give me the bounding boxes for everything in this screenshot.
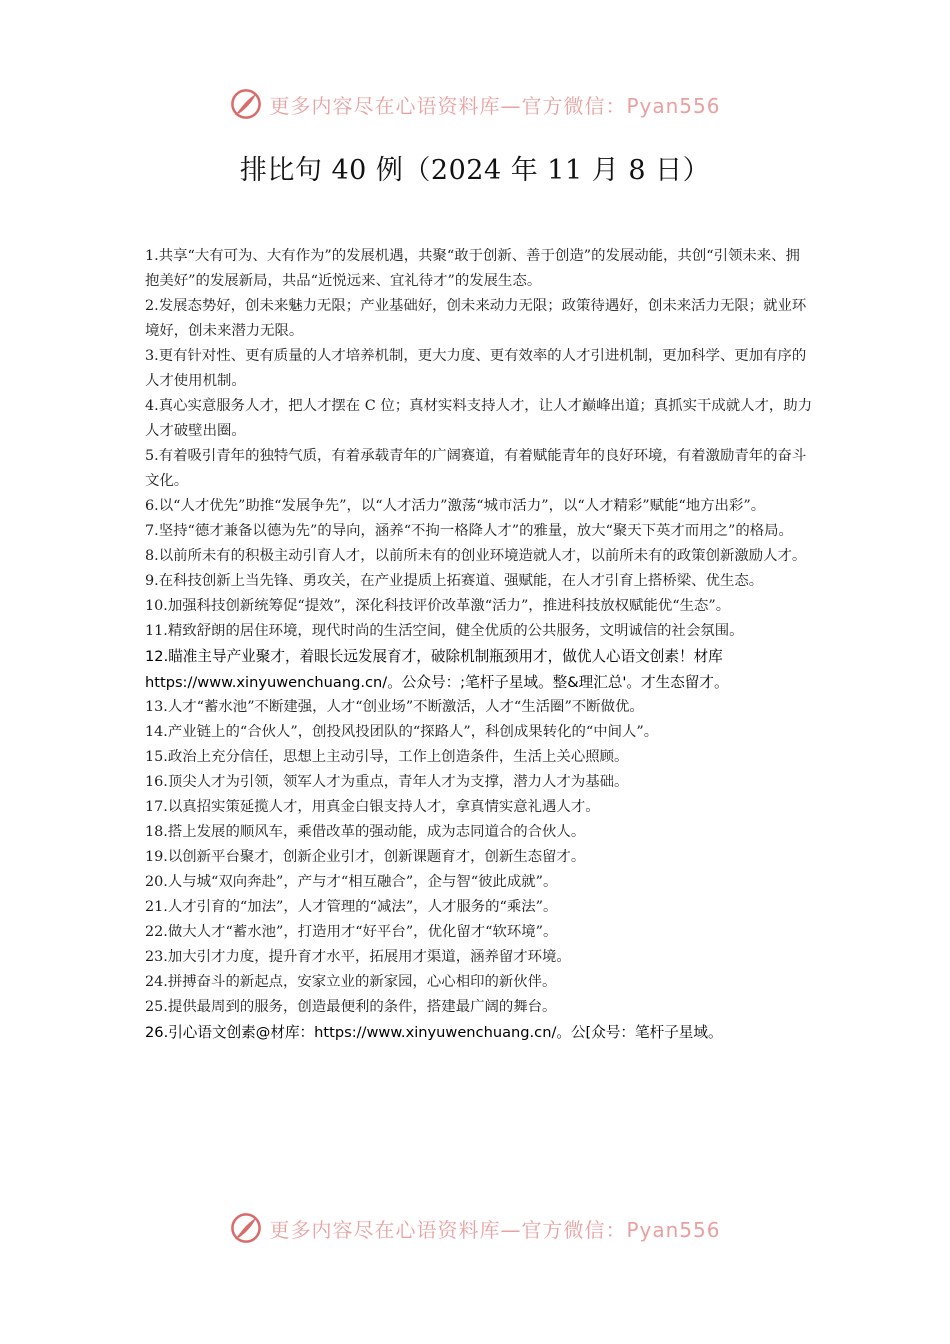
- header-banner: [0, 82, 950, 126]
- paragraph-8: 8.以前所未有的积极主动引育人才，以前所未有的创业环境造就人才，以前所未有的政策创新激励人才。: [145, 548, 807, 564]
- paragraph-5: 5.有着吸引青年的独特气质，有着承载青年的广阔赛道，有着赋能青年的良好环境，有着激励青年的奋斗文化。: [145, 448, 807, 489]
- paragraph-10: 10.加强科技创新统筹促“提效”，深化科技评价改革激“活力”，推进科技放权赋能优“生态”。: [145, 598, 731, 614]
- paragraph-22: 22.做大人才“蓄水池”，打造用才“好平台”，优化留才“软环境”。: [145, 924, 558, 940]
- paragraph-25: 25.提供最周到的服务，创造最便利的条件，搭建最广阔的舞台。: [145, 999, 557, 1015]
- footer-banner: [0, 1206, 950, 1250]
- paragraph-21: 21.人才引育的“加法”，人才管理的“减法”，人才服务的“乘法”。: [145, 899, 558, 915]
- paragraph-17: 17.以真招实策延揽人才，用真金白银支持人才，拿真情实意礼遇人才。: [145, 799, 600, 815]
- banner-text: 更多内容尽在心语资料库—官方微信：Pyan556: [269, 93, 721, 118]
- paragraph-11: 11.精致舒朗的居住环境，现代时尚的生活空间，健全优质的公共服务，文明诚信的社会氛围。: [145, 623, 744, 639]
- quill-pen-logo-icon: [229, 1211, 263, 1245]
- paragraph-16: 16.顶尖人才为引领，领军人才为重点，青年人才为支撑，潜力人才为基础。: [145, 774, 629, 790]
- paragraph-26: 26.引心语文创素@材库：https://www.xinyuwenchuang.cn/。公[众号：笔杆子星域。: [145, 1024, 723, 1041]
- paragraph-9: 9.在科技创新上当先锋、勇攻关，在产业提质上拓赛道、强赋能，在人才引育上搭桥梁、优生态。: [145, 573, 764, 589]
- paragraph-18: 18.搭上发展的顺风车，乘借改革的强动能，成为志同道合的合伙人。: [145, 824, 586, 840]
- document-body: [145, 244, 813, 1046]
- paragraph-19: 19.以创新平台聚才，创新企业引才，创新课题育才，创新生态留才。: [145, 849, 586, 865]
- paragraph-7: 7.坚持“德才兼备以德为先”的导向，涵养“不拘一格降人才”的雅量，放大“聚天下英才而用之”的格局。: [145, 523, 793, 539]
- quill-pen-logo-icon: [229, 87, 263, 121]
- paragraph-3: 3.更有针对性、更有质量的人才培养机制，更大力度、更有效率的人才引进机制，更加科学、更加有序的人才使用机制。: [145, 348, 807, 389]
- paragraph-20: 20.人与城“双向奔赴”，产与才“相互融合”，企与智“彼此成就”。: [145, 874, 558, 890]
- paragraph-13: 13.人才“蓄水池”不断建强，人才“创业场”不断激活，人才“生活圈”不断做优。: [145, 699, 644, 715]
- paragraph-14: 14.产业链上的“合伙人”，创投风投团队的“探路人”，科创成果转化的“中间人”。: [145, 724, 659, 740]
- paragraph-12-line-1: 12.瞄准主导产业聚才，着眼长远发展育才，破除机制瓶颈用才，做优人心语文创素！材库: [145, 648, 723, 665]
- paragraph-1: 1.共享“大有可为、大有作为”的发展机遇，共聚“敢于创新、善于创造”的发展动能，共创“引领未来、拥抱美好”的发展新局，共品“近悦远来、宜礼待才”的发展生态。: [145, 248, 800, 289]
- paragraph-4: 4.真心实意服务人才，把人才摆在 C 位；真材实料支持人才，让人才巅峰出道；真抓实干成就人才，助力人才破壁出圈。: [145, 398, 813, 439]
- banner-text: 更多内容尽在心语资料库—官方微信：Pyan556: [269, 1217, 721, 1242]
- paragraph-24: 24.拼搏奋斗的新起点，安家立业的新家园，心心相印的新伙伴。: [145, 974, 557, 990]
- paragraph-23: 23.加大引才力度，提升育才水平，拓展用才渠道，涵养留才环境。: [145, 949, 571, 965]
- paragraph-12-line-2: https://www.xinyuwenchuang.cn/。公众号：;笔杆子星域。整&理汇总'。才生态留才。: [145, 673, 729, 691]
- document-title: 排比句 40 例（2024 年 11 月 8 日）: [239, 155, 711, 186]
- paragraph-2: 2.发展态势好，创未来魅力无限；产业基础好，创未来动力无限；政策待遇好，创未来活力无限；就业环境好，创未来潜力无限。: [145, 298, 807, 339]
- paragraph-6: 6.以“人才优先”助推“发展争先”，以“人才活力”激荡“城市活力”，以“人才精彩”赋能“地方出彩”。: [145, 498, 766, 514]
- paragraph-15: 15.政治上充分信任，思想上主动引导，工作上创造条件，生活上关心照顾。: [145, 749, 629, 765]
